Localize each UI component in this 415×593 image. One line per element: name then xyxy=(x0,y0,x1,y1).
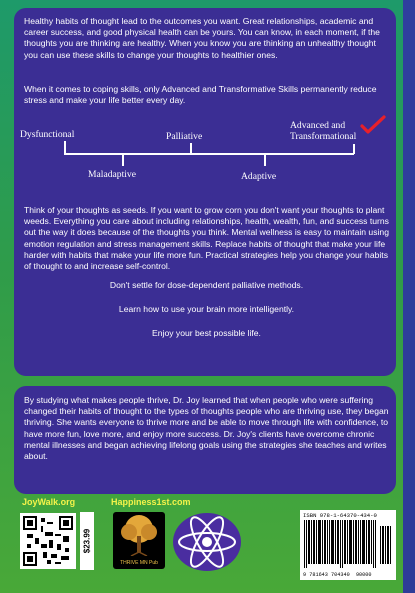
label-dysfunctional: Dysfunctional xyxy=(20,129,75,140)
timeline-axis xyxy=(64,153,354,155)
check-mark-icon xyxy=(360,115,386,135)
author-bio-paragraph: By studying what makes people thrive, Dr. Joy learned that when people who were suffering changed their habits of thought to the types of thoughts people who are thriving use, they began thriving. She wants everyone to thrive more and be able to move through life with confidence, to have more fun, love more, and enjoy more success. Dr. Joy's clients have overcome chronic mental illnesses and began achieving lifelong goals using the strategies she teaches and writes about. xyxy=(24,395,389,462)
timeline-tick-maladaptive xyxy=(122,153,124,166)
barcode-number: 9 781643 704340 90000 xyxy=(303,572,372,578)
coping-skills-timeline xyxy=(20,115,392,193)
coping-skills-paragraph: When it comes to coping skills, only Advanced and Transformative Skills permanently reduce stress and make your life better every day. xyxy=(24,84,377,106)
qr-code-icon xyxy=(23,516,73,566)
tree-icon xyxy=(113,512,165,556)
atom-logo-icon xyxy=(171,511,243,573)
label-adaptive: Adaptive xyxy=(241,171,277,182)
seeds-paragraph: Think of your thoughts as seeds. If you want to grow corn you don't want your thoughts to plant weeds. Everything you care about including relationships, health, wealth, fun, and success turns out the way it does because of the thoughts you think. Mental wellness is easy to maintain using emotion regulation and stress management skills. Replace habits of thought that make your life harder with habits that make your life more fun. Practical strategies help you change your habits of thought to and increase self-control. xyxy=(24,205,389,272)
happiness-link[interactable]: Happiness1st.com xyxy=(111,497,191,507)
author-bio-panel xyxy=(14,386,396,494)
price-text: $23.99 xyxy=(82,528,92,554)
tagline-brain: Learn how to use your brain more intelligently. xyxy=(118,304,295,314)
timeline-tick-adaptive xyxy=(264,153,266,166)
timeline-tick-palliative xyxy=(190,143,192,154)
isbn-text: ISBN 978-1-64370-434-0 xyxy=(303,512,377,519)
publisher-logo-text: THRIVE MN Pub xyxy=(120,560,158,566)
isbn-barcode xyxy=(300,510,396,580)
top-text-panel xyxy=(14,8,396,376)
joywalk-link[interactable]: JoyWalk.org xyxy=(22,497,76,507)
qr-code xyxy=(20,513,76,569)
timeline-tick-advanced xyxy=(353,144,355,154)
tagline-best-life: Enjoy your best possible life. xyxy=(152,328,261,338)
barcode-icon xyxy=(304,520,392,568)
publisher-logo xyxy=(113,512,165,569)
intro-paragraph: Healthy habits of thought lead to the outcomes you want. Great relationships, academic and career success, and good physical health can be yours. You can know, in each moment, if the thoughts you are thinking are healthy. When you know you are thinking an unhealthy thought you can use these skills to change your thoughts to healthier ones. xyxy=(24,16,380,60)
label-palliative: Palliative xyxy=(166,131,203,142)
right-edge-strip xyxy=(403,0,415,593)
label-maladaptive: Maladaptive xyxy=(88,169,136,180)
label-advanced-line1: Advanced and xyxy=(290,120,346,131)
tagline-palliative: Don't settle for dose-dependent palliative methods. xyxy=(109,280,304,290)
label-advanced-line2: Transformational xyxy=(290,131,357,142)
timeline-tick-dysfunctional xyxy=(64,141,66,154)
price-label xyxy=(80,512,94,570)
